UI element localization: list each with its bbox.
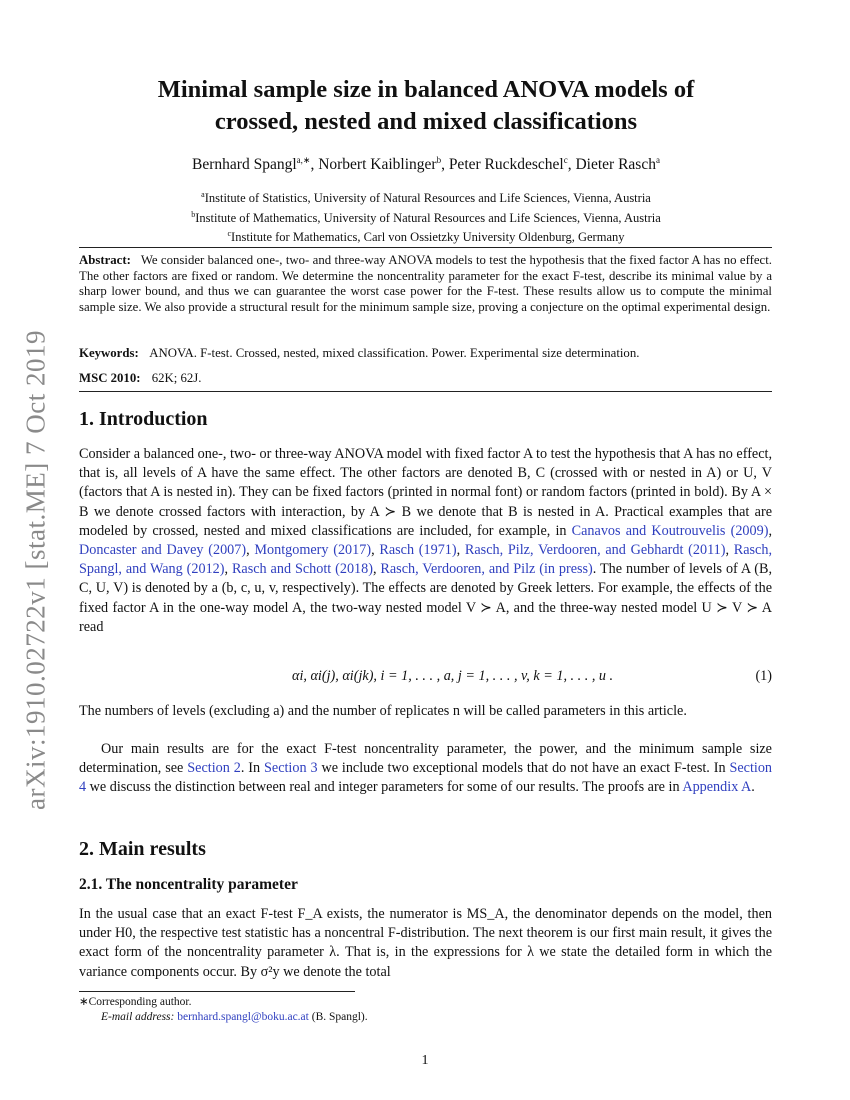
msc-text: 62K; 62J. [151, 371, 202, 385]
intro-text: . In [240, 760, 264, 777]
intro-paragraph-2: The numbers of levels (excluding a) and the number of replicates n will be called parameters in this article. [79, 703, 687, 719]
msc-label: MSC 2010: [79, 371, 141, 385]
subsection-heading-noncentrality: 2.1. The noncentrality parameter [79, 876, 298, 893]
affiliation [80, 187, 772, 207]
author-name: Peter Ruckdeschel [448, 156, 564, 174]
affil-text: Institute for Mathematics, Carl von Ossietzky University Oldenburg, Germany [231, 230, 625, 245]
affil-mark: b [191, 209, 196, 219]
abstract-top-rule [79, 247, 772, 248]
author-list: Bernhard Spangl$^{a,∗}$, Norbert Kaiblinger$^b$, Peter Ruckdeschel$^c$, Dieter Rasch$^a$ [192, 155, 660, 174]
arxiv-side-identifier [16, 295, 56, 845]
abstract-bottom-rule [79, 391, 772, 392]
abstract-label: Abstract: [79, 253, 131, 267]
author-name: Norbert Kaiblinger [318, 156, 437, 174]
equation-number: (1) [755, 668, 772, 684]
author-name: Bernhard Spangl [192, 156, 297, 174]
affil-text: Institute of Statistics, University of Natural Resources and Life Sciences, Vienna, Austria [204, 191, 651, 206]
section-heading-introduction: 1. Introduction [79, 408, 208, 430]
citation-link[interactable]: Rasch, Pilz, Verdooren, and Gebhardt (2011) [464, 542, 726, 559]
citation-link[interactable]: Doncaster and Davey (2007) [79, 542, 247, 559]
title-line-2: crossed, nested and mixed classifications [214, 108, 638, 135]
keywords-text: ANOVA. F-test. Crossed, nested, mixed classification. Power. Experimental size determination. [149, 346, 640, 360]
affil-mark: a [201, 190, 205, 199]
intro-text: we include two exceptional models that do not have an exact F-test. In [317, 760, 730, 777]
intro-text: . [751, 779, 755, 796]
author-affil-mark: b [436, 155, 442, 165]
paper-title [80, 74, 772, 138]
abstract [79, 253, 772, 315]
intro-text: . The number of levels of A (B, C, U, V) is denoted by a (b, c, u, v, respectively). The effects are denoted by Greek letters. For example, the effects of the fixed factor A in the one-way model A, the two-way nested model V ≻ A, and the three-way nested model U ≻ V ≻ A read [79, 561, 773, 635]
citation-link[interactable]: Rasch (1971) [379, 542, 457, 559]
email-link[interactable]: bernhard.spangl@boku.ac.at [177, 1011, 309, 1023]
equation-expression: αi, αi(j), αi(jk), i = 1, . . . , a, j = 1, . . . , v, k = 1, . . . , u . [292, 668, 614, 684]
affil-mark: c [227, 229, 232, 239]
author-affil-mark: c [563, 155, 568, 165]
keywords [79, 346, 772, 362]
keywords-label: Keywords: [79, 346, 139, 360]
email-owner: (B. Spangl). [311, 1011, 368, 1023]
affiliation [80, 207, 772, 227]
author-name: Dieter Rasch [575, 156, 656, 174]
section-2-link[interactable]: Section 2 [187, 760, 241, 777]
intro-text: Consider a balanced one-, two- or three-way ANOVA model with fixed factor A to test the hypothesis that A has no effect, that is, all levels of A have the same effect. The other factors are denoted B, C (crossed with or nested in A) or U, V (factors that A is nested in). They can be fixed factors (printed in normal font) or random factors (printed in bold). By A × B we denote crossed factors with interaction, by A ≻ B we denote that B is nested in A. Practical examples that are modeled by crossed, nested and mixed classifications are included, for example, in [79, 446, 772, 539]
main-results-paragraph: In the usual case that an exact F-test F_A exists, the numerator is MS_A, the denominator depends on the model, then under H0, the respective test statistic has a noncentral F-distribution. The next theorem is our first main result, it gives the exact form of the noncentrality parameter λ. That is, in the expressions for λ we state the detailed form in which the variance components occur. By σ²y we denote the total [79, 906, 772, 980]
section-4-link[interactable]: Section 4 [79, 760, 773, 796]
section-heading-main-results: 2. Main results [79, 838, 206, 860]
footnote [79, 995, 772, 1025]
affiliation-list [80, 187, 772, 246]
author-affil-mark: a [655, 155, 660, 165]
email-line [79, 1010, 772, 1025]
msc-codes [79, 371, 772, 387]
equation-1 [79, 668, 772, 690]
page-number: 1 [421, 1053, 429, 1068]
footnote-rule [79, 991, 355, 992]
corresponding-author-note: ∗Corresponding author. [79, 996, 192, 1008]
section-3-link[interactable]: Section 3 [264, 760, 318, 777]
intro-text: Our main results are for the exact F-test noncentrality parameter, the power, and the minimum sample size determination, see [79, 741, 772, 777]
intro-paragraph-3 [79, 740, 772, 798]
appendix-a-link[interactable]: Appendix A [682, 779, 752, 796]
author-affil-mark: a,∗ [296, 155, 311, 165]
citation-link[interactable]: Rasch and Schott (2018) [231, 561, 373, 578]
intro-paragraph-1: Consider a balanced one-, two- or three-way ANOVA model with fixed factor A to test the hypothesis that A has no effect, that is, all levels of A have the same effect. The other factors are denoted B, C (crossed with or nested in A) or U, V (factors that A is nested in). They can be fixed factors (printed in normal font) or random factors (printed in bold). By A × B we denote crossed factors with interaction, by A ≻ B we denote that B is nested in A. Practical examples that are modeled by crossed, nested and mixed classifications are included, for example, in Canavos and Koutrouvelis (2009), Doncaster and Davey (2007), Montgomery (2017), Rasch (1971), Rasch, Pilz, Verdooren, and Gebhardt (2011), Rasch, Spangl, and Wang (2012), Rasch and Schott (2018), Rasch, Verdooren, and Pilz (in press). The number of levels of A (B, C, U, V) is denoted by a (b, c, u, v, respectively). The effects are denoted by Greek letters. For example, the effects of the fixed factor A in the one-way model A, the two-way nested model V ≻ A, and the three-way nested model U ≻ V ≻ A read [79, 446, 773, 635]
citation-link[interactable]: Rasch, Verdooren, and Pilz (in press) [380, 561, 593, 578]
intro-text: we discuss the distinction between real and integer parameters for some of our results. The proofs are in [86, 779, 683, 796]
citation-link[interactable]: Rasch, Spangl, and Wang (2012) [79, 542, 772, 578]
email-label: E-mail address: [101, 1011, 175, 1023]
affil-text: Institute of Mathematics, University of Natural Resources and Life Sciences, Vienna, Austria [195, 210, 661, 225]
citation-link[interactable]: Montgomery (2017) [254, 542, 372, 559]
title-line-1: Minimal sample size in balanced ANOVA models of [157, 76, 695, 103]
abstract-text: We consider balanced one-, two- and three-way ANOVA models to test the hypothesis that the fixed factor A has no effect. The other factors are fixed or random. We determine the noncentrality parameter for the exact F-test, describe its minimal value by a sharp lower bound, and thus we can guarantee the worst case power for the F-test. These results allow us to compute the minimal sample size. We also provide a structural result for the minimum sample size, proving a conjecture on the optimal experimental design. [79, 253, 772, 314]
citation-link[interactable]: Canavos and Koutrouvelis (2009) [571, 522, 769, 539]
arxiv-identifier-text: arXiv:1910.02722v1 [stat.ME] 7 Oct 2019 [20, 330, 51, 810]
affiliation [80, 226, 772, 246]
